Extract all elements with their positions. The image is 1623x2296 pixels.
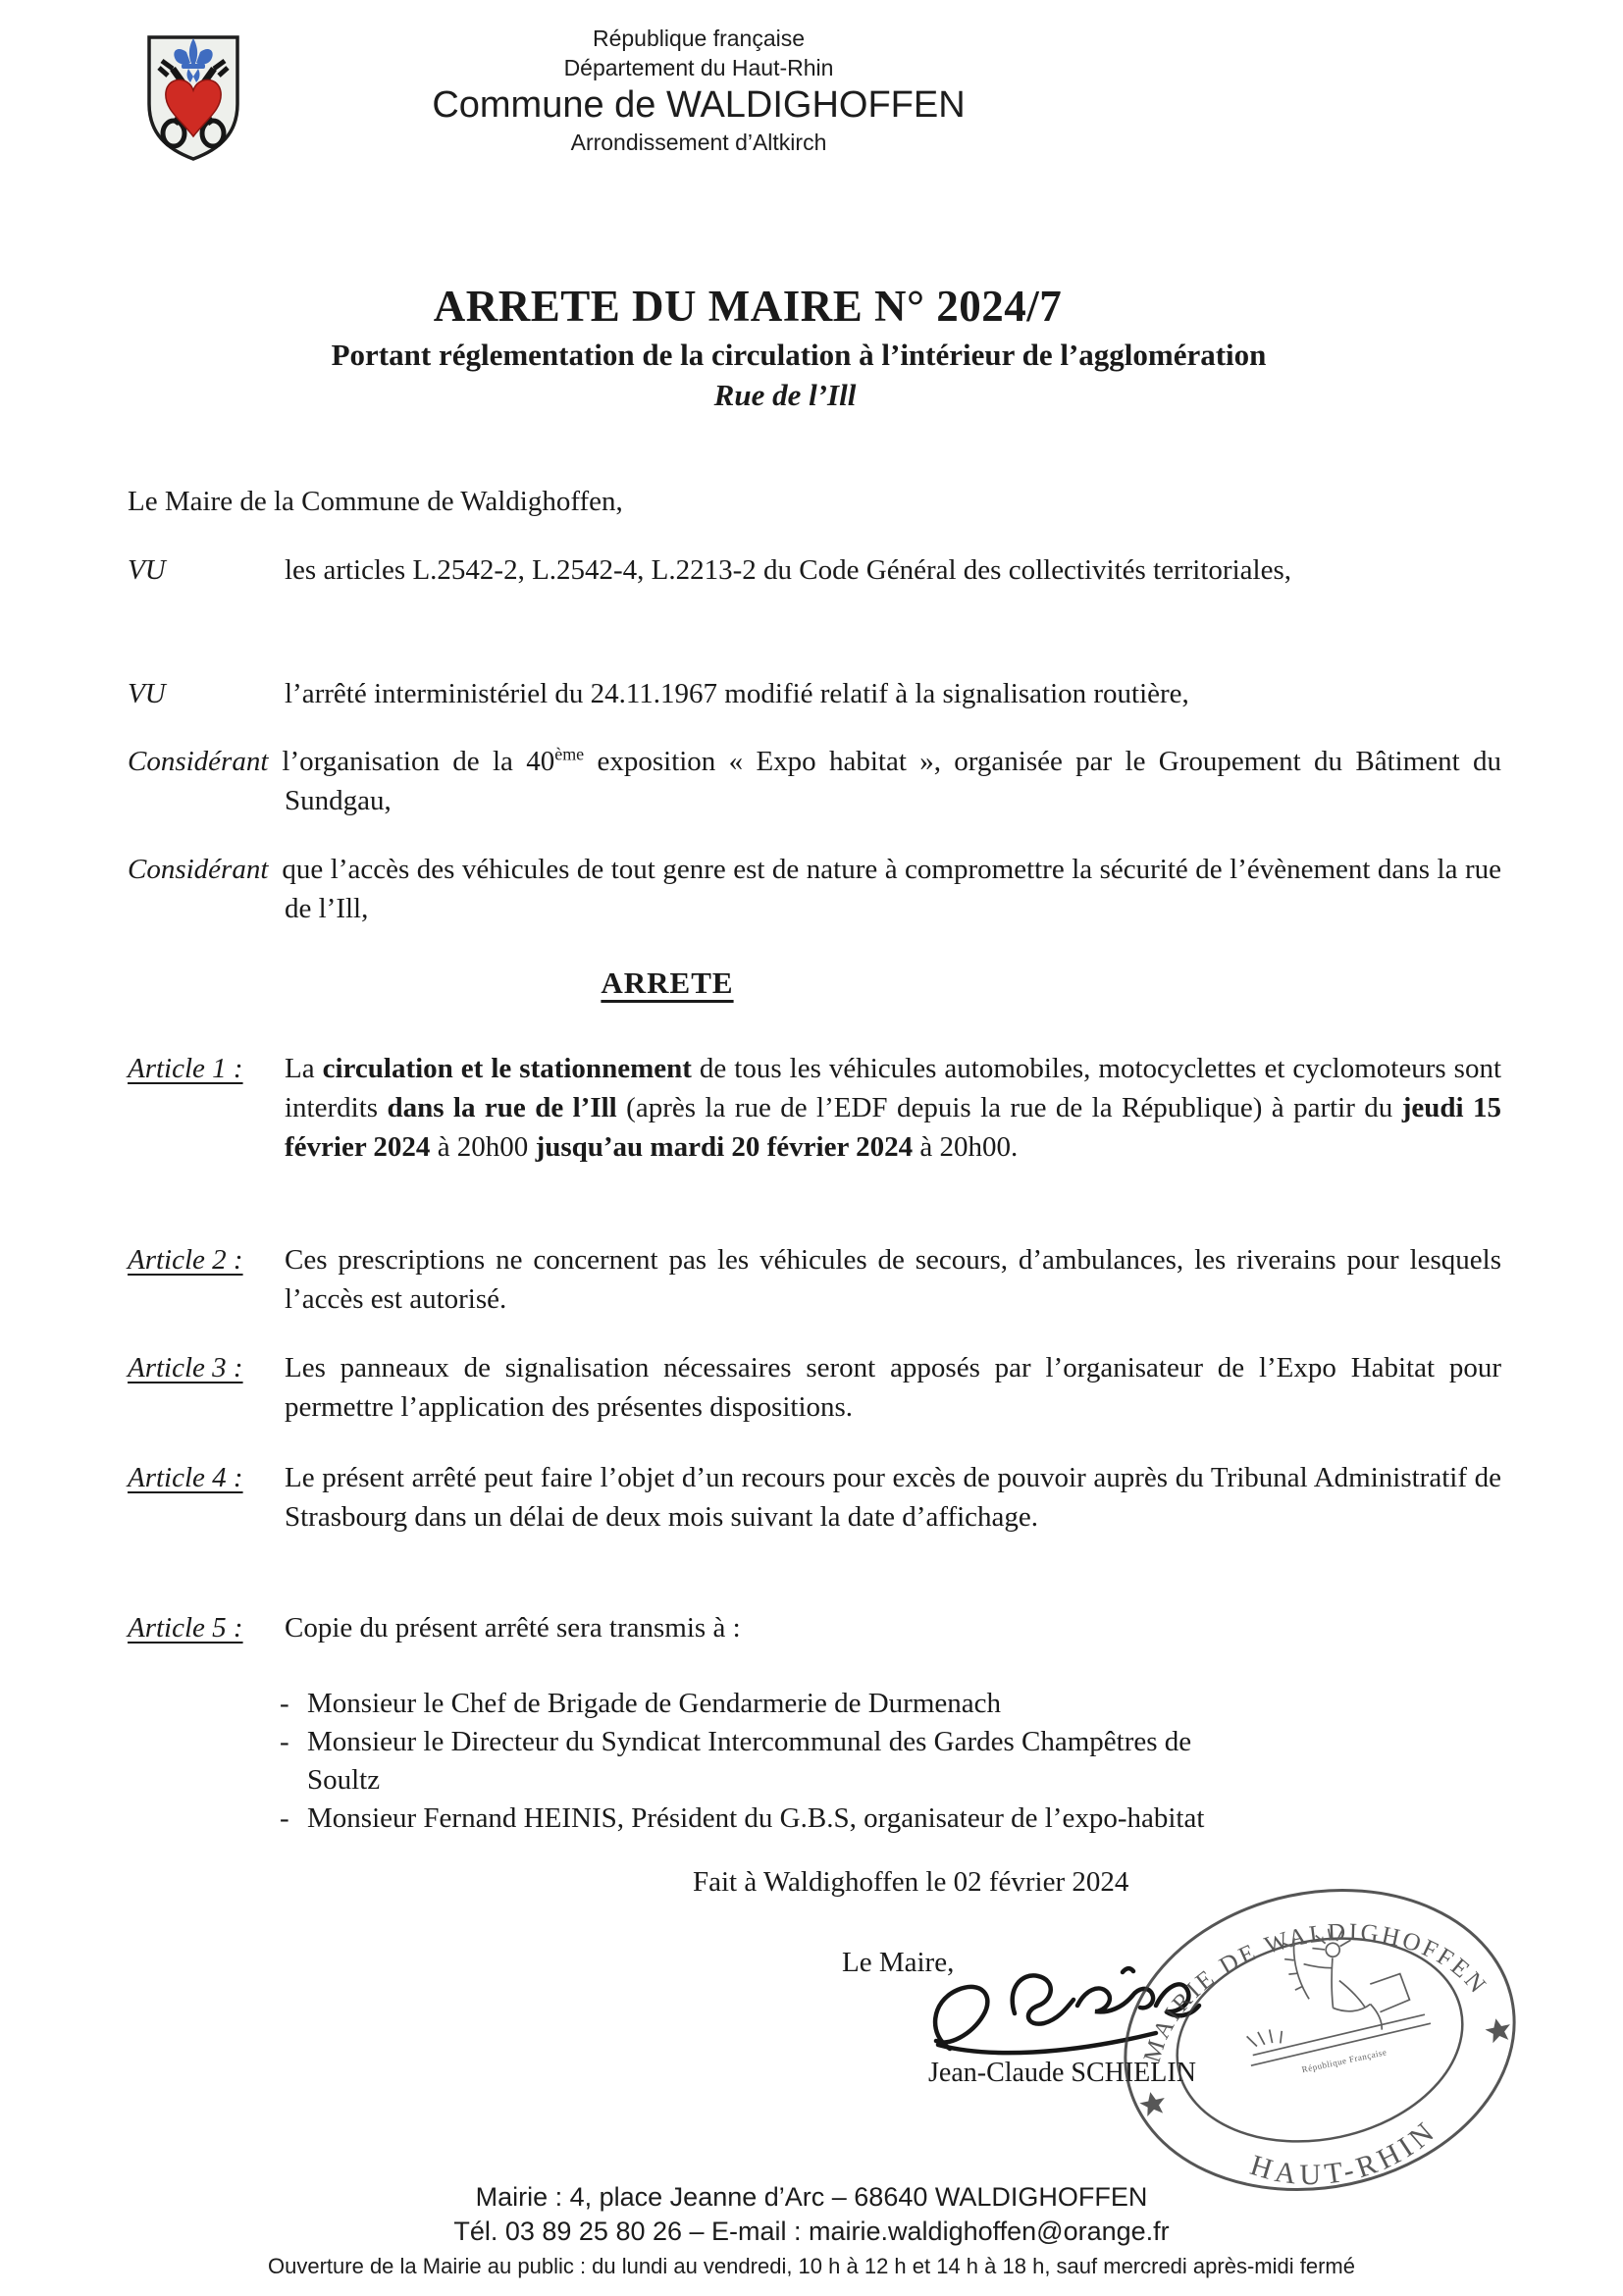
recital-text: l’organisation de la 40ème exposition « Expo habitat », organisée par le Groupement du Bâtiment du Sundgau, <box>282 744 1501 816</box>
article-label: Article 1 : <box>128 1053 243 1084</box>
signatory-name: Jean-Claude SCHIELIN <box>928 2058 1196 2088</box>
commune-label: Commune de WALDIGHOFFEN <box>432 84 966 126</box>
star-icon <box>1138 2089 1168 2117</box>
footer-contact: Tél. 03 89 25 80 26 – E-mail : mairie.waldighoffen@orange.fr <box>453 2217 1170 2246</box>
stamp-center-caption: République Française <box>1300 2047 1388 2075</box>
article-text: Ces prescriptions ne concernent pas les véhicules de secours, d’ambulances, les riverains pour lesquels l’accès est autorisé. <box>285 1244 1501 1315</box>
recipients-list <box>128 1685 1266 1838</box>
article-4 <box>128 1458 1501 1537</box>
article-label: Article 5 : <box>128 1612 243 1644</box>
article-text: Copie du présent arrêté sera transmis à : <box>285 1612 741 1644</box>
recital-considerant-1 <box>128 742 1501 820</box>
article-label: Article 3 : <box>128 1352 243 1383</box>
article-text: Les panneaux de signalisation nécessaires seront apposés par l’organisateur de l’Expo Habitat pour permettre l’application des présentes dispositions. <box>285 1352 1501 1423</box>
arrondissement-label: Arrondissement d’Altkirch <box>570 130 827 155</box>
list-item: - Monsieur le Chef de Brigade de Gendarmerie de Durmenach <box>128 1685 1266 1723</box>
recital-label: Considérant <box>128 854 269 885</box>
article-1 <box>128 1049 1501 1167</box>
article-text: La circulation et le stationnement de tous les véhicules automobiles, motocyclettes et cyclomoteurs sont interdits dans la rue de l’Ill (après la rue de l’EDF depuis la rue de la République) à partir du jeudi 15 février 2024 à 20h00 jusqu’au mardi 20 février 2024 à 20h00. <box>285 1053 1502 1163</box>
list-item: - Monsieur le Directeur du Syndicat Intercommunal des Gardes Champêtres de Soultz <box>128 1723 1266 1800</box>
recital-label: VU <box>128 554 166 586</box>
stamp-bottom-text: HAUT-RHIN <box>1246 2113 1444 2192</box>
recital-vu-1 <box>128 550 1501 590</box>
dash-bullet: - <box>280 1688 289 1719</box>
footer <box>26 2180 1597 2281</box>
decree-street: Rue de l’Ill <box>713 378 857 412</box>
intro-line: Le Maire de la Commune de Waldighoffen, <box>128 486 623 517</box>
article-2 <box>128 1240 1501 1319</box>
place-date-line: Fait à Waldighoffen le 02 février 2024 <box>693 1866 1129 1898</box>
footer-address: Mairie : 4, place Jeanne d’Arc – 68640 WALDIGHOFFEN <box>475 2182 1148 2212</box>
recital-vu-2 <box>128 674 1501 713</box>
department-label: Département du Haut-Rhin <box>563 55 834 80</box>
list-item: - Monsieur Fernand HEINIS, Président du G.B.S, organisateur de l’expo-habitat <box>128 1800 1266 1838</box>
signatory-role: Le Maire, <box>842 1947 955 1978</box>
municipal-stamp <box>1104 1876 1536 2205</box>
article-label: Article 4 : <box>128 1462 243 1493</box>
recital-text: les articles L.2542-2, L.2542-4, L.2213-2 du Code Général des collectivités territoriales, <box>285 554 1291 586</box>
recital-label: VU <box>128 678 166 709</box>
article-5 <box>128 1608 1501 1647</box>
decree-subtitle: Portant réglementation de la circulation à l’intérieur de l’agglomération <box>331 338 1267 372</box>
recital-text: que l’accès des véhicules de tout genre est de nature à compromettre la sécurité de l’évènement dans la rue de l’Ill, <box>282 854 1501 924</box>
decision-heading: ARRETE <box>601 965 734 1000</box>
dash-bullet: - <box>280 1726 289 1757</box>
republic-label: République française <box>592 26 806 51</box>
recital-considerant-2 <box>128 850 1501 928</box>
article-label: Article 2 : <box>128 1244 243 1276</box>
recital-label: Considérant <box>128 746 269 777</box>
decree-title: ARRETE DU MAIRE N° 2024/7 <box>433 282 1063 331</box>
letterhead <box>0 24 1397 157</box>
article-text: Le présent arrêté peut faire l’objet d’un recours pour excès de pouvoir auprès du Tribunal Administratif de Strasbourg dans un délai de deux mois suivant la date d’affichage. <box>285 1462 1501 1533</box>
stamp-top-text: MAIRIE DE WALDIGHOFFEN <box>1138 1918 1492 2066</box>
footer-hours: Ouverture de la Mairie au public : du lundi au vendredi, 10 h à 12 h et 14 h à 18 h, sauf mercredi après-midi fermé <box>268 2254 1355 2278</box>
star-icon <box>1484 2016 1513 2045</box>
article-3 <box>128 1348 1501 1427</box>
recital-text: l’arrêté interministériel du 24.11.1967 modifié relatif à la signalisation routière, <box>285 678 1189 709</box>
dash-bullet: - <box>280 1802 289 1834</box>
